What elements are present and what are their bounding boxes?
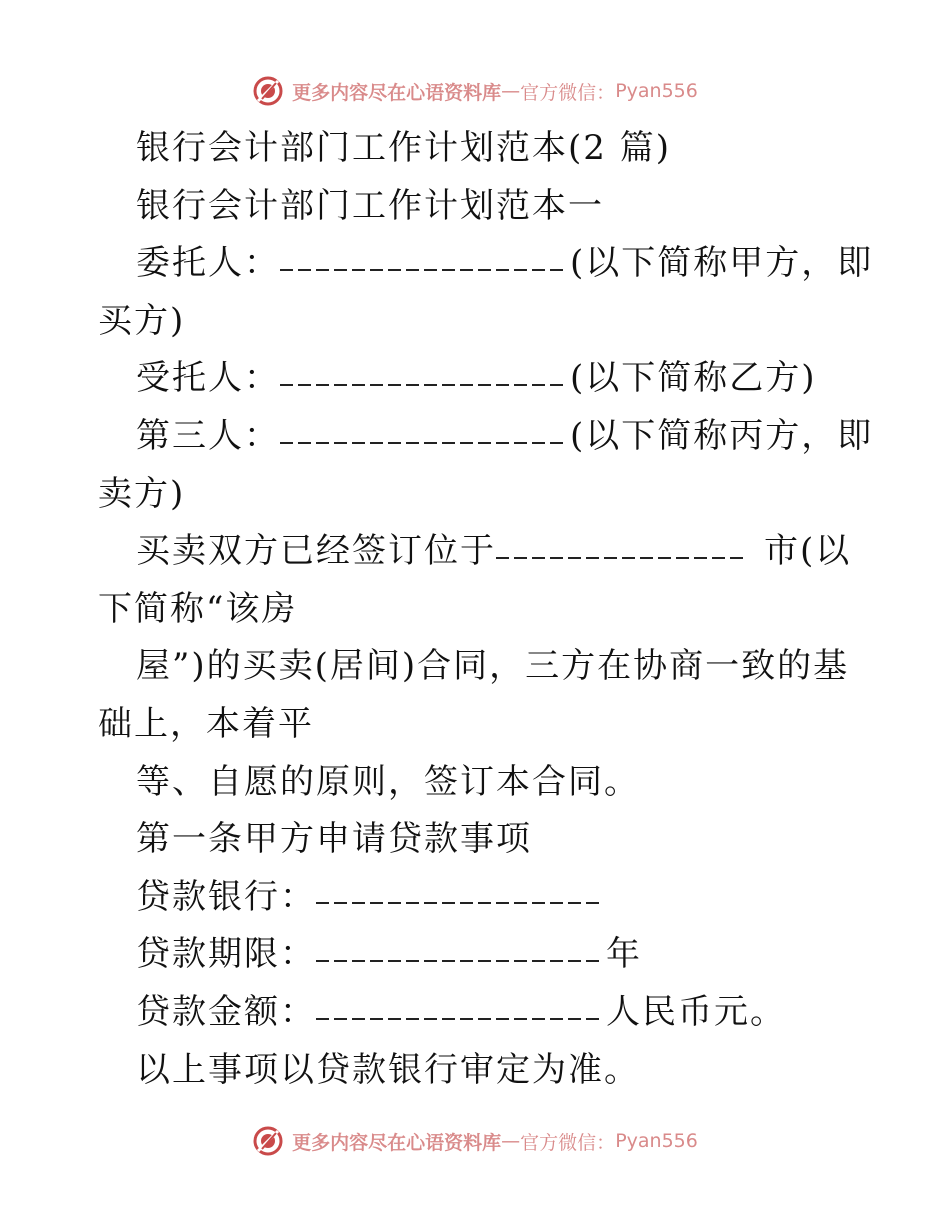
blank-dash [532, 442, 545, 444]
blank-dash [478, 384, 491, 386]
trustee-line [98, 350, 858, 408]
delegator-blank [280, 235, 570, 293]
banner-wechat-id: Pyan556 [615, 1130, 698, 1152]
blank-dash [334, 269, 347, 271]
blank-dash [298, 384, 311, 386]
third-party-blank [280, 408, 570, 466]
blank-dash [388, 384, 401, 386]
blank-dash [370, 902, 383, 904]
para1-line2: 下简称“该房 [98, 588, 298, 629]
blank-dash [280, 269, 293, 271]
banner-separator: — [501, 80, 521, 102]
blank-dash [424, 902, 437, 904]
blank-dash [550, 1018, 563, 1020]
blank-dash [460, 384, 473, 386]
blank-dash [532, 902, 545, 904]
blank-dash [424, 960, 437, 962]
loan-amount-label: 贷款金额： [136, 991, 316, 1032]
blank-dash [406, 384, 419, 386]
para1-line5: 等、自愿的原则，签订本合同。 [136, 761, 640, 802]
blank-dash [478, 269, 491, 271]
blank-dash [604, 557, 617, 559]
blank-dash [532, 557, 545, 559]
article1-heading: 第一条甲方申请贷款事项 [136, 819, 532, 860]
blank-dash [298, 442, 311, 444]
blank-dash [460, 960, 473, 962]
blank-dash [370, 1018, 383, 1020]
blank-dash [352, 269, 365, 271]
blank-dash [586, 1018, 599, 1020]
third-party-label: 第三人： [136, 415, 280, 456]
document-subtitle: 银行会计部门工作计划范本一 [136, 185, 604, 226]
blank-dash [532, 269, 545, 271]
blank-dash [406, 442, 419, 444]
banner-text: 更多内容尽在心语资料库 [292, 81, 502, 104]
blank-dash [424, 442, 437, 444]
blank-dash [550, 960, 563, 962]
blank-dash [316, 384, 329, 386]
blank-dash [550, 902, 563, 904]
blank-dash [352, 960, 365, 962]
blank-dash [406, 269, 419, 271]
para1-line4: 础上，本着平 [98, 703, 314, 744]
banner-text: 更多内容尽在心语资料库 [292, 1131, 502, 1154]
blank-dash [586, 960, 599, 962]
delegator-label: 委托人： [136, 243, 280, 284]
blank-dash [316, 269, 329, 271]
blank-dash [532, 1018, 545, 1020]
blank-dash [352, 1018, 365, 1020]
blank-dash [280, 442, 293, 444]
blank-dash [730, 557, 743, 559]
blank-dash [388, 269, 401, 271]
banner-separator: — [501, 1130, 521, 1152]
blank-dash [316, 960, 329, 962]
blank-dash [586, 902, 599, 904]
blank-dash [478, 442, 491, 444]
banner-wechat-id: Pyan556 [615, 80, 698, 102]
blank-dash [352, 384, 365, 386]
blank-dash [568, 557, 581, 559]
blank-dash [334, 960, 347, 962]
blank-dash [694, 557, 707, 559]
loan-amount-line [98, 984, 858, 1042]
footer-banner [0, 1121, 950, 1161]
blank-dash [514, 1018, 527, 1020]
blank-dash [532, 384, 545, 386]
blank-dash [442, 269, 455, 271]
header-banner [0, 71, 950, 111]
blank-dash [622, 557, 635, 559]
blank-dash [712, 557, 725, 559]
blank-dash [442, 1018, 455, 1020]
blank-dash [316, 902, 329, 904]
trustee-blank [280, 350, 570, 408]
third-party-wrap: 卖方) [98, 473, 186, 514]
loan-bank-label: 贷款银行： [136, 876, 316, 917]
blank-dash [334, 1018, 347, 1020]
delegator-line [98, 235, 874, 293]
document-title: 银行会计部门工作计划范本(2 篇) [136, 128, 671, 168]
blank-dash [388, 960, 401, 962]
blank-dash [478, 902, 491, 904]
blank-dash [460, 269, 473, 271]
blank-dash [496, 384, 509, 386]
blank-dash [442, 960, 455, 962]
blank-dash [514, 384, 527, 386]
blank-dash [550, 557, 563, 559]
blank-dash [370, 269, 383, 271]
para1-line1 [98, 523, 858, 581]
delegator-wrap: 买方) [98, 300, 186, 341]
blank-dash [370, 960, 383, 962]
blank-dash [352, 442, 365, 444]
blank-dash [514, 557, 527, 559]
blank-dash [460, 902, 473, 904]
blank-dash [514, 902, 527, 904]
location-blank [496, 523, 764, 581]
blank-dash [424, 384, 437, 386]
blank-dash [370, 442, 383, 444]
blank-dash [496, 1018, 509, 1020]
third-party-line [98, 408, 874, 466]
loan-amount-suffix: 人民币元。 [606, 991, 786, 1032]
blank-dash [334, 442, 347, 444]
blank-dash [658, 557, 671, 559]
closing-line: 以上事项以贷款银行审定为准。 [136, 1049, 640, 1090]
loan-term-suffix: 年 [606, 934, 642, 975]
blank-dash [352, 902, 365, 904]
blank-dash [568, 902, 581, 904]
blank-dash [676, 557, 689, 559]
blank-dash [514, 960, 527, 962]
blank-dash [388, 1018, 401, 1020]
blank-dash [496, 557, 509, 559]
blank-dash [496, 902, 509, 904]
blank-dash [514, 442, 527, 444]
blank-dash [514, 269, 527, 271]
blank-dash [370, 384, 383, 386]
blank-dash [388, 442, 401, 444]
blank-dash [460, 1018, 473, 1020]
blank-dash [532, 960, 545, 962]
blank-dash [406, 902, 419, 904]
blank-dash [550, 442, 563, 444]
loan-bank-blank [316, 869, 606, 927]
blank-dash [496, 269, 509, 271]
para1-start: 买卖双方已经签订位于 [136, 531, 496, 572]
blank-dash [424, 269, 437, 271]
blank-dash [316, 1018, 329, 1020]
loan-amount-blank [316, 984, 606, 1042]
blank-dash [442, 384, 455, 386]
blank-dash [298, 269, 311, 271]
blank-dash [406, 960, 419, 962]
para1-after-blank: 市(以 [764, 531, 852, 572]
delegator-suffix: (以下简称甲方，即 [570, 243, 874, 284]
blank-dash [496, 442, 509, 444]
third-party-suffix: (以下简称丙方，即 [570, 415, 874, 456]
blank-dash [424, 1018, 437, 1020]
blank-dash [460, 442, 473, 444]
loan-term-line [98, 926, 858, 984]
blank-dash [586, 557, 599, 559]
loan-term-label: 贷款期限： [136, 934, 316, 975]
blank-dash [406, 1018, 419, 1020]
blank-dash [280, 384, 293, 386]
loan-bank-line [98, 869, 858, 927]
blank-dash [640, 557, 653, 559]
logo-icon [252, 1125, 284, 1157]
loan-term-blank [316, 926, 606, 984]
blank-dash [568, 1018, 581, 1020]
blank-dash [496, 960, 509, 962]
trustee-suffix: (以下简称乙方) [570, 358, 817, 399]
para1-line3: 屋”)的买卖(居间)合同，三方在协商一致的基 [136, 646, 850, 687]
blank-dash [568, 960, 581, 962]
logo-icon [252, 75, 284, 107]
blank-dash [550, 269, 563, 271]
blank-dash [334, 384, 347, 386]
banner-wechat-label: 官方微信： [520, 1131, 616, 1154]
banner-wechat-label: 官方微信： [520, 81, 616, 104]
blank-dash [478, 960, 491, 962]
blank-dash [442, 902, 455, 904]
blank-dash [550, 384, 563, 386]
blank-dash [334, 902, 347, 904]
blank-dash [478, 1018, 491, 1020]
trustee-label: 受托人： [136, 358, 280, 399]
blank-dash [388, 902, 401, 904]
blank-dash [442, 442, 455, 444]
blank-dash [316, 442, 329, 444]
document-body [98, 120, 874, 1099]
